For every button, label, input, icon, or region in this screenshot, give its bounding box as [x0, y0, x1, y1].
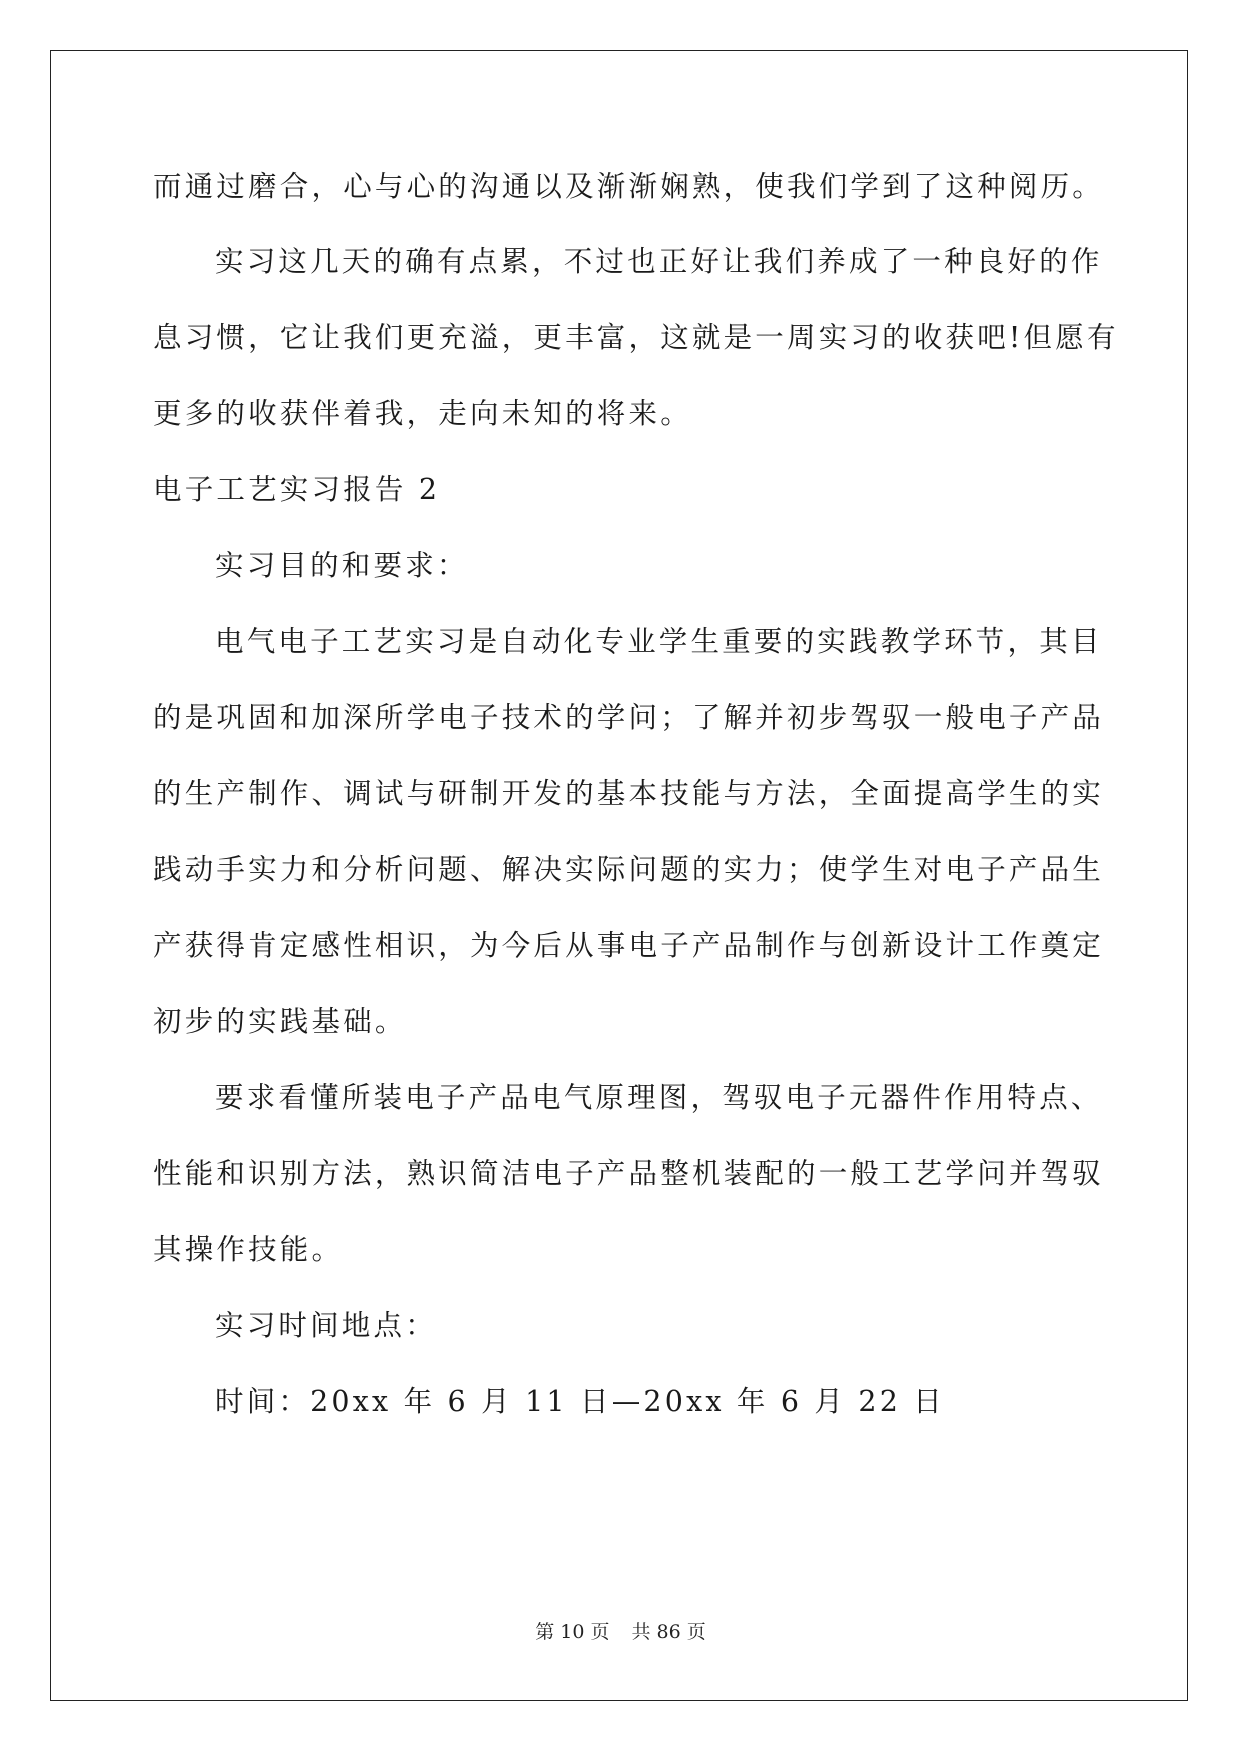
body-line: 实习目的和要求：: [215, 549, 469, 582]
body-line: 实习这几天的确有点累，不过也正好让我们养成了一种良好的作: [215, 245, 1103, 278]
section-heading: 电子工艺实习报告 2: [153, 473, 441, 506]
body-line: 息习惯，它让我们更充溢，更丰富，这就是一周实习的收获吧!但愿有: [153, 321, 1119, 354]
body-line: 要求看懂所装电子产品电气原理图，驾驭电子元器件作用特点、: [215, 1081, 1103, 1114]
page-number: 第 10 页: [535, 1621, 610, 1643]
body-line: 时间：20xx 年 6 月 11 日—20xx 年 6 月 22 日: [215, 1385, 946, 1418]
body-line: 初步的实践基础。: [153, 1005, 407, 1038]
body-line: 性能和识别方法，熟识简洁电子产品整机装配的一般工艺学问并驾驭: [153, 1157, 1105, 1190]
body-line: 更多的收获伴着我，走向未知的将来。: [153, 397, 692, 430]
page-footer: [0, 1620, 1241, 1644]
body-line: 而通过磨合，心与心的沟通以及渐渐娴熟，使我们学到了这种阅历。: [153, 170, 1105, 203]
body-line: 的生产制作、调试与研制开发的基本技能与方法，全面提高学生的实: [153, 777, 1105, 810]
body-line: 践动手实力和分析问题、解决实际问题的实力；使学生对电子产品生: [153, 853, 1105, 886]
body-line: 产获得肯定感性相识，为今后从事电子产品制作与创新设计工作奠定: [153, 929, 1105, 962]
page-total: 共 86 页: [631, 1621, 706, 1643]
body-line: 的是巩固和加深所学电子技术的学问；了解并初步驾驭一般电子产品: [153, 701, 1105, 734]
body-line: 实习时间地点：: [215, 1309, 437, 1342]
body-line: 电气电子工艺实习是自动化专业学生重要的实践教学环节，其目: [215, 625, 1103, 658]
body-line: 其操作技能。: [153, 1233, 344, 1266]
